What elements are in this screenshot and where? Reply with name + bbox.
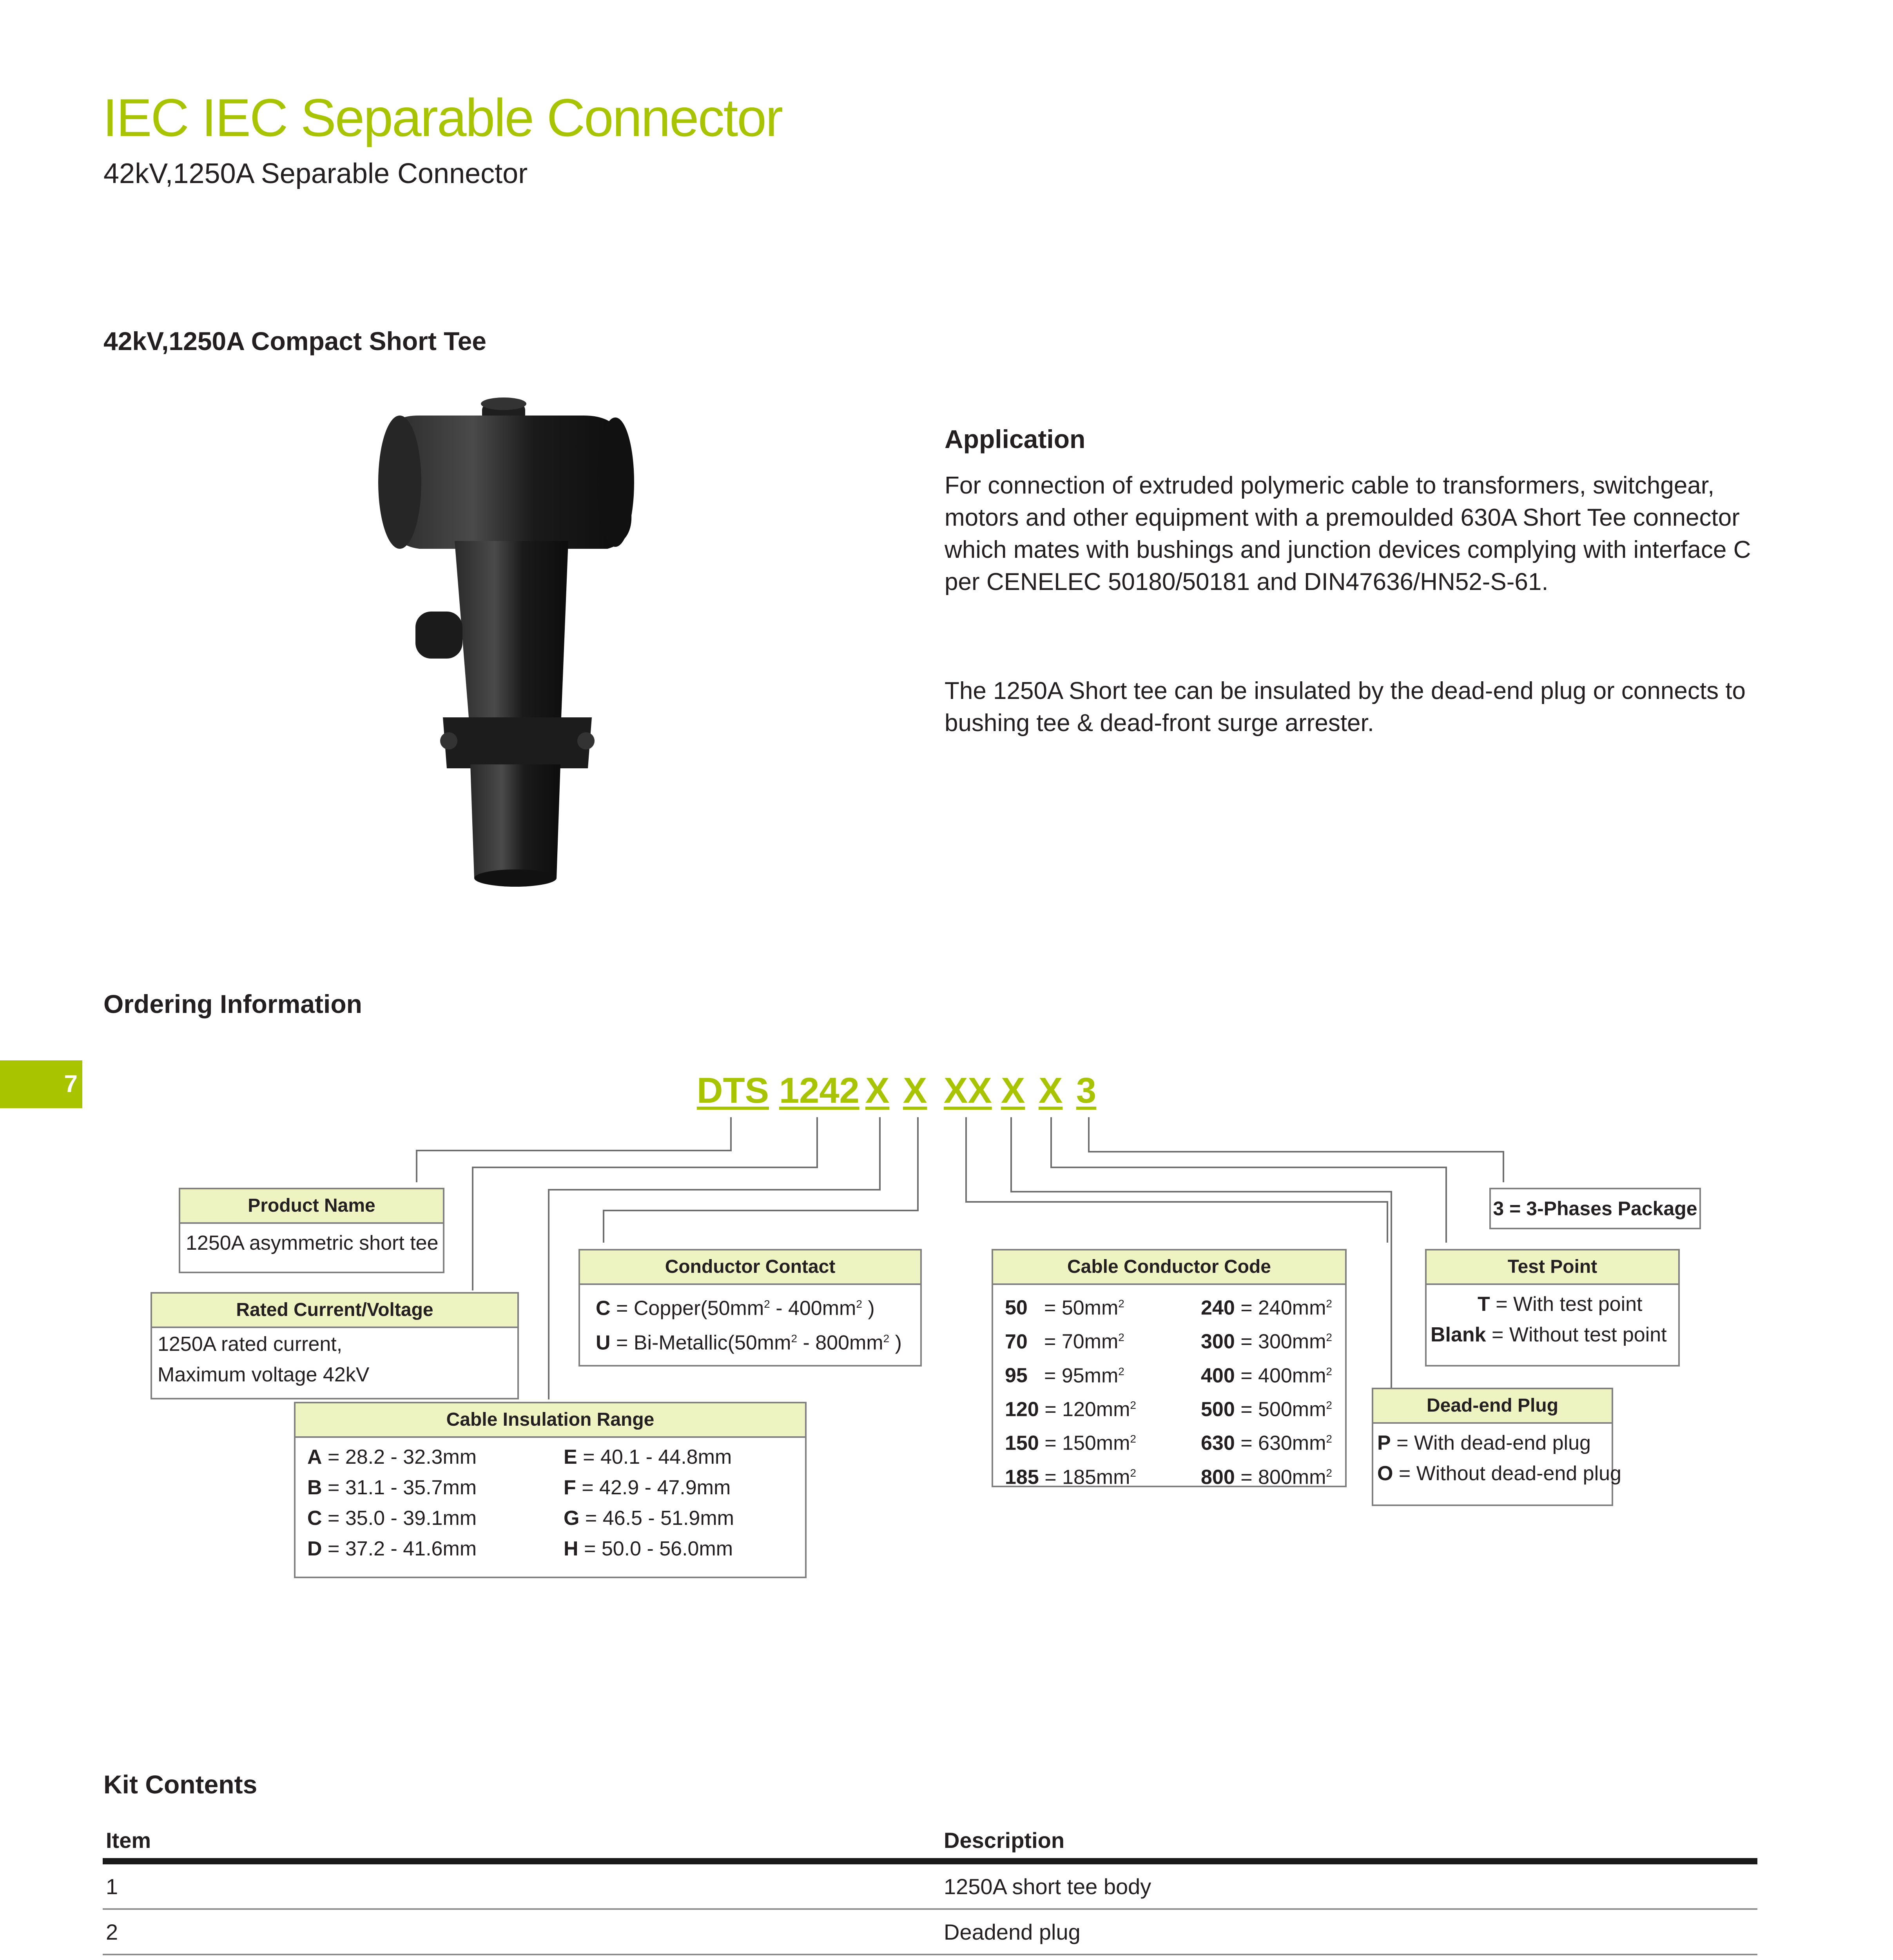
- package-box: [1489, 1188, 1701, 1229]
- application-heading: Application: [945, 425, 1086, 454]
- code-185: $185 = 185mm^2$: [1005, 1465, 1136, 1488]
- kit-description: Deadend plug: [941, 1909, 1757, 1955]
- product-heading: 42kV,1250A Compact Short Tee: [103, 327, 486, 356]
- application-paragraph-1: For connection of extruded polymeric cable to transformers, switchgear, motors and other equipment with a premoulded 630A Short Tee connector which mates with bushings and junction devices complying with interface C per CENELEC 50180/50181 and DIN47636/HN52-S-61.: [945, 472, 1751, 595]
- conductor-code-title: Cable Conductor Code: [993, 1250, 1345, 1285]
- dead-end-plug-box: [1372, 1388, 1621, 1506]
- insulation-b: B = 31.1 - 35.7mm: [307, 1476, 477, 1499]
- code-70: $70 = 70mm^2$: [1005, 1330, 1124, 1353]
- code-95: $95 = 95mm^2$: [1005, 1364, 1124, 1387]
- test-point-title: Test Point: [1427, 1250, 1678, 1285]
- insulation-d: D = 37.2 - 41.6mm: [307, 1537, 477, 1560]
- kit-contents-table: [103, 1822, 1757, 1960]
- code-500: $500 = 500mm^2$: [1201, 1398, 1332, 1421]
- kit-item: 1: [103, 1861, 941, 1909]
- ordering-heading: Ordering Information: [103, 989, 362, 1018]
- code-240: $240 = 240mm^2$: [1201, 1296, 1332, 1319]
- code-300: $300 = 300mm^2$: [1201, 1330, 1332, 1353]
- dead-end-without: O = Without dead-end plug: [1377, 1462, 1621, 1485]
- rated-current-title: Rated Current/Voltage: [152, 1294, 517, 1328]
- test-point-box: [1425, 1249, 1680, 1367]
- code-segment-dead-end: X: [1001, 1071, 1025, 1111]
- code-segment-conductor-code: XX: [944, 1071, 992, 1111]
- code-150: $150 = 150mm^2$: [1005, 1432, 1136, 1455]
- kit-description: [941, 1955, 1757, 1960]
- code-segment-dts: DTS: [697, 1071, 769, 1111]
- cable-insulation-box: [294, 1402, 807, 1578]
- code-segment-1242: 1242: [779, 1071, 859, 1111]
- conductor-contact-title: Conductor Contact: [580, 1250, 920, 1285]
- code-630: $630 = 630mm^2$: [1201, 1432, 1332, 1455]
- product-name-title: Product Name: [180, 1189, 443, 1224]
- contact-bimetallic: $U = Bi-Metallic(50mm^2 - 800mm^2$ ): [596, 1331, 902, 1354]
- package-label: 3 = 3-Phases Package: [1493, 1198, 1697, 1220]
- kit-description: 1250A short tee body: [941, 1861, 1757, 1909]
- code-800: $800 = 800mm^2$: [1201, 1465, 1332, 1488]
- code-120: $120 = 120mm^2$: [1005, 1398, 1136, 1421]
- test-point-with: T = With test point: [1478, 1293, 1643, 1316]
- kit-item: 2: [103, 1909, 941, 1955]
- kit-heading: Kit Contents: [103, 1770, 257, 1799]
- test-point-without: Blank = Without test point: [1431, 1323, 1667, 1346]
- chapter-number-text: 7: [64, 1071, 78, 1098]
- code-segment-insulation: X: [903, 1071, 927, 1111]
- code-400: $400 = 400mm^2$: [1201, 1364, 1332, 1387]
- cable-insulation-title: Cable Insulation Range: [296, 1403, 805, 1438]
- table-row: [103, 1909, 1757, 1955]
- kit-column-description: Description: [944, 1828, 1065, 1853]
- dead-end-plug-title: Dead-end Plug: [1373, 1389, 1612, 1424]
- conductor-contact-box: [578, 1249, 922, 1367]
- page-subtitle: 42kV,1250A Separable Connector: [103, 158, 528, 189]
- code-segment-test-point: X: [1039, 1071, 1063, 1111]
- insulation-a: A = 28.2 - 32.3mm: [307, 1446, 477, 1468]
- table-row: [103, 1861, 1757, 1909]
- insulation-g: G = 46.5 - 51.9mm: [564, 1507, 734, 1530]
- insulation-f: F = 42.9 - 47.9mm: [564, 1476, 731, 1499]
- insulation-h: H = 50.0 - 56.0mm: [564, 1537, 733, 1560]
- insulation-e: E = 40.1 - 44.8mm: [564, 1446, 732, 1468]
- contact-copper: $C = Copper(50mm^2 - 400mm^2$ ): [596, 1297, 875, 1320]
- code-50: $50 = 50mm^2$: [1005, 1296, 1124, 1319]
- kit-header-row: [103, 1822, 1757, 1861]
- kit-item: [103, 1955, 941, 1960]
- conductor-code-box: [992, 1249, 1347, 1487]
- table-row: [103, 1955, 1757, 1960]
- rated-current-box: [150, 1292, 519, 1399]
- application-paragraph-2: The 1250A Short tee can be insulated by the dead-end plug or connects to bushing tee & dead-front surge arrester.: [945, 677, 1746, 737]
- code-segment-package: 3: [1076, 1071, 1097, 1111]
- dead-end-with: P = With dead-end plug: [1377, 1432, 1591, 1454]
- rated-current-line2: Maximum voltage 42kV: [158, 1363, 370, 1386]
- page-title: IEC IEC Separable Connector: [103, 88, 782, 147]
- product-name-box: [179, 1188, 444, 1273]
- insulation-c: C = 35.0 - 39.1mm: [307, 1507, 477, 1530]
- kit-column-item: Item: [106, 1828, 151, 1853]
- product-name-value: 1250A asymmetric short tee: [186, 1232, 439, 1254]
- code-segment-rated: X: [865, 1071, 890, 1111]
- rated-current-line1: 1250A rated current,: [158, 1333, 343, 1356]
